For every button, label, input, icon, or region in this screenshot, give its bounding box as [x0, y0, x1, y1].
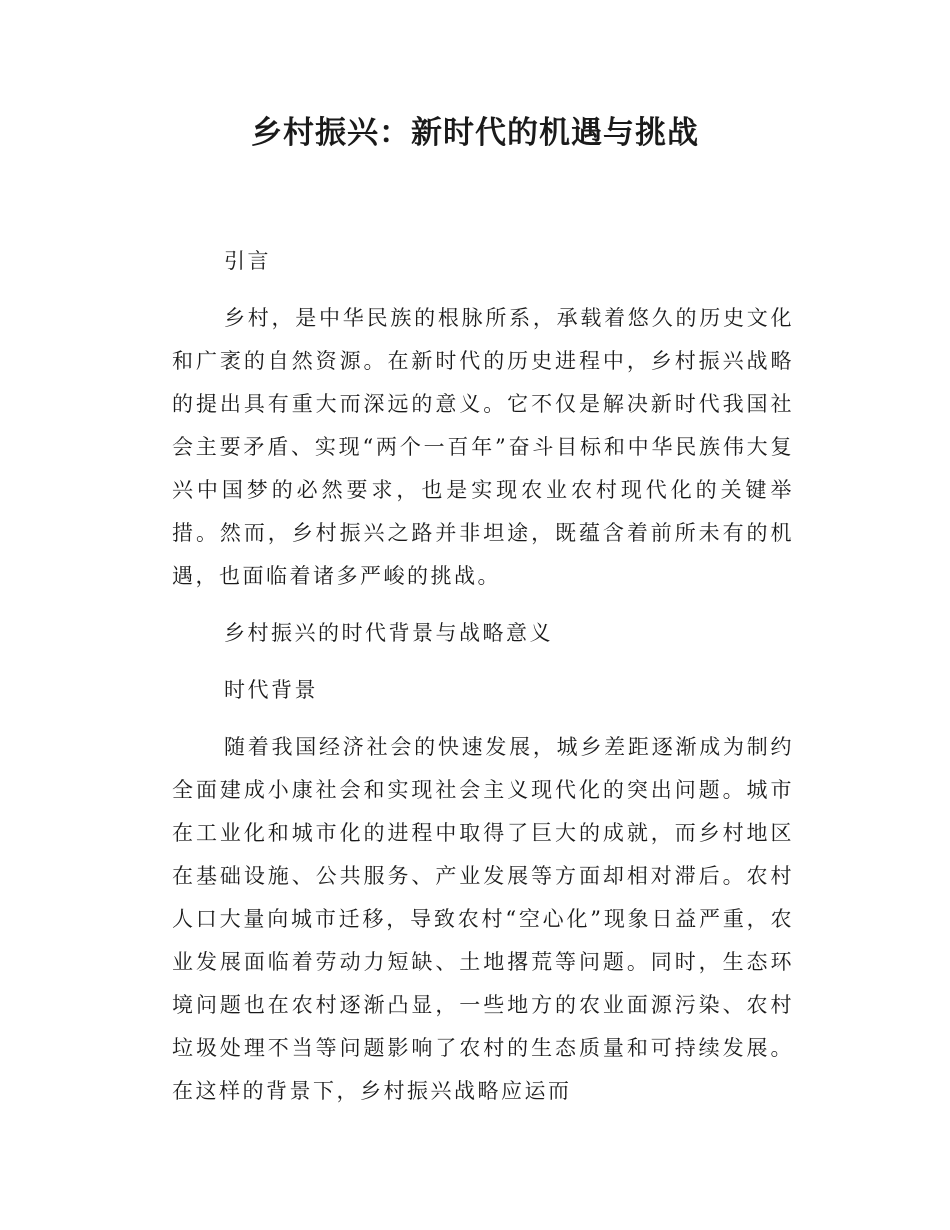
document-body	[172, 240, 794, 1127]
document-title: 乡村振兴：新时代的机遇与挑战	[251, 115, 699, 151]
intro-heading: 引言	[224, 249, 271, 273]
background-paragraph: 随着我国经济社会的快速发展，城乡差距逐渐成为制约全面建成小康社会和实现社会主义现代化的突出问题。城市在工业化和城市化的进程中取得了巨大的成就，而乡村地区在基础设施、公共服务、产业发展等方面却相对滞后。农村人口大量向城市迁移，导致农村“空心化”现象日益严重，农业发展面临着劳动力短缺、土地撂荒等问题。同时，生态环境问题也在农村逐渐凸显，一些地方的农业面源污染、农村垃圾处理不当等问题影响了农村的生态质量和可持续发展。在这样的背景下，乡村振兴战略应运而	[172, 735, 794, 1103]
intro-paragraph: 乡村，是中华民族的根脉所系，承载着悠久的历史文化和广袤的自然资源。在新时代的历史进程中，乡村振兴战略的提出具有重大而深远的意义。它不仅是解决新时代我国社会主要矛盾、实现“两个一百年”奋斗目标和中华民族伟大复兴中国梦的必然要求，也是实现农业农村现代化的关键举措。然而，乡村振兴之路并非坦途，既蕴含着前所未有的机遇，也面临着诸多严峻的挑战。	[172, 306, 794, 588]
section-heading: 乡村振兴的时代背景与战略意义	[224, 621, 553, 645]
subsection-heading: 时代背景	[224, 678, 318, 702]
